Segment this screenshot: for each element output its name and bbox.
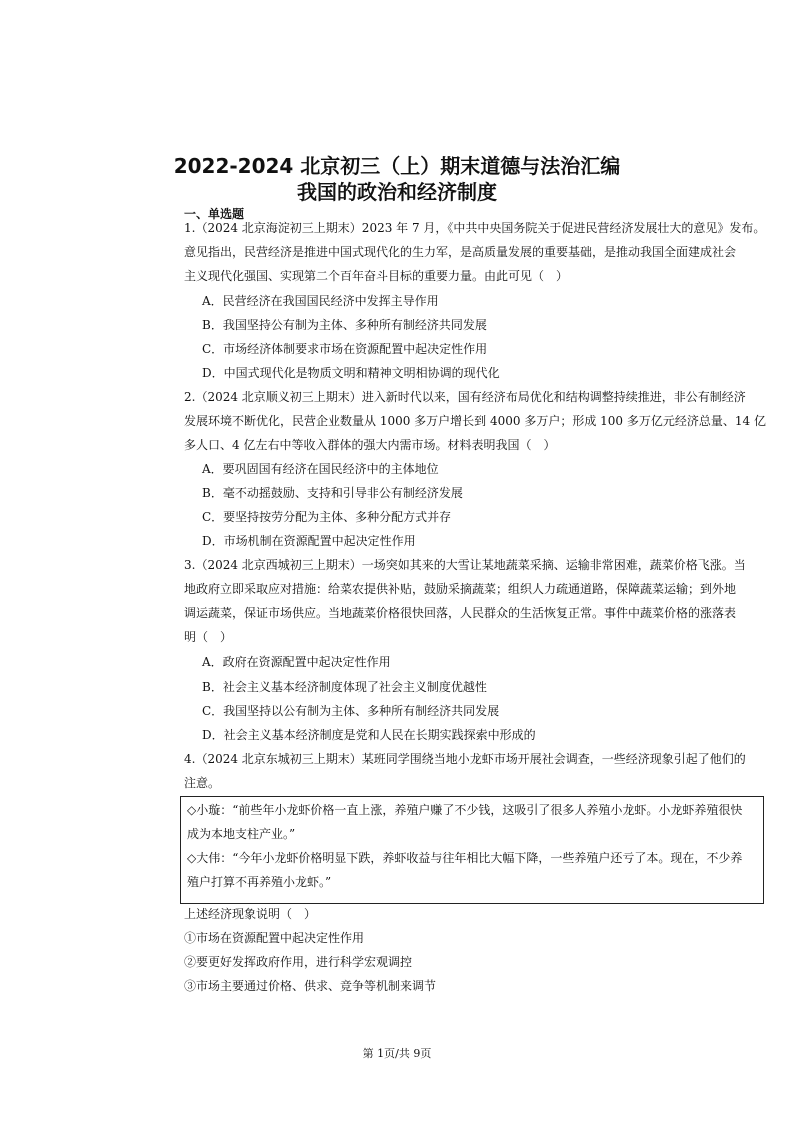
q2-stem-line: 2.（2024 北京顺义初三上期末）进入新时代以来，国有经济布局优化和结构调整持续推进，非公有制经济 — [184, 390, 746, 404]
q4-question-line: 上述经济现象说明（ ） — [184, 907, 317, 921]
q3-stem-line: 明（ ） — [184, 630, 233, 644]
q3-stem-line: 3.（2024 北京西城初三上期末）一场突如其来的大雪让某地蔬菜采摘、运输非常困难，蔬菜价格飞涨。当 — [184, 558, 746, 572]
document-title: 2022-2024 北京初三（上）期末道德与法治汇编 — [173, 154, 621, 178]
q4-stem-line: 注意。 — [184, 776, 221, 790]
q1-stem-line: 1.（2024 北京海淀初三上期末）2023 年 7 月，《中共中央国务院关于促进民营经济发展壮大的意见》发布。 — [184, 221, 766, 235]
q4-material-box — [180, 796, 764, 904]
q4-material-line: ◇小璇：“前些年小龙虾价格一直上涨，养殖户赚了不少钱，这吸引了很多人养殖小龙虾。小龙虾养殖很快 — [187, 803, 743, 817]
q2-stem-line: 多人口、4 亿左右中等收入群体的强大内需市场。材料表明我国（ ） — [184, 438, 556, 452]
q1-option-a: A．民营经济在我国国民经济中发挥主导作用 — [202, 294, 439, 308]
q1-option-b: B．我国坚持公有制为主体、多种所有制经济共同发展 — [202, 318, 487, 332]
q4-statement-1: ①市场在资源配置中起决定性作用 — [184, 931, 365, 945]
q3-stem-line: 调运蔬菜，保证市场供应。当地蔬菜价格很快回落，人民群众的生活恢复正常。事件中蔬菜价格的涨落表 — [184, 606, 737, 620]
q1-option-c: C．市场经济体制要求市场在资源配置中起决定性作用 — [202, 342, 488, 356]
q3-option-c: C．我国坚持以公有制为主体、多种所有制经济共同发展 — [202, 704, 500, 718]
q1-stem-line: 意见指出，民营经济是推进中国式现代化的生力军，是高质量发展的重要基础，是推动我国全面建成社会 — [184, 245, 737, 259]
q4-material-line: 成为本地支柱产业。” — [187, 827, 296, 841]
q1-option-d: D．中国式现代化是物质文明和精神文明相协调的现代化 — [202, 366, 500, 380]
q4-stem-line: 4.（2024 北京东城初三上期末）某班同学围绕当地小龙虾市场开展社会调查，一些经济现象引起了他们的 — [184, 752, 746, 766]
q3-option-d: D．社会主义基本经济制度是党和人民在长期实践探索中形成的 — [202, 728, 536, 742]
q2-option-b: B．毫不动摇鼓励、支持和引导非公有制经济发展 — [202, 486, 463, 500]
q2-option-a: A．要巩固国有经济在国民经济中的主体地位 — [202, 462, 439, 476]
q3-option-b: B．社会主义基本经济制度体现了社会主义制度优越性 — [202, 680, 487, 694]
q4-material-line: 殖户打算不再养殖小龙虾。” — [187, 875, 332, 889]
document-subtitle: 我国的政治和经济制度 — [297, 180, 497, 204]
q2-stem-line: 发展环境不断优化，民营企业数量从 1000 多万户增长到 4000 多万户；形成 100 多万亿元经济总量、14 亿 — [184, 414, 766, 428]
q1-stem-line: 主义现代化强国、实现第二个百年奋斗目标的重要力量。由此可见（ ） — [184, 269, 569, 283]
section-heading: 一、单选题 — [184, 207, 245, 221]
q2-option-c: C．要坚持按劳分配为主体、多种分配方式并存 — [202, 510, 452, 524]
q3-option-a: A．政府在资源配置中起决定性作用 — [202, 655, 391, 669]
q4-statement-2: ②要更好发挥政府作用，进行科学宏观调控 — [184, 955, 413, 969]
q2-option-d: D．市场机制在资源配置中起决定性作用 — [202, 534, 416, 548]
q4-material-line: ◇大伟：“今年小龙虾价格明显下跌，养虾收益与往年相比大幅下降，一些养殖户还亏了本。现在，不少养 — [187, 851, 743, 865]
q4-statement-3: ③市场主要通过价格、供求、竞争等机制来调节 — [184, 979, 437, 993]
q3-stem-line: 地政府立即采取应对措施：给菜农提供补贴，鼓励采摘蔬菜；组织人力疏通道路，保障蔬菜运输；到外地 — [184, 582, 737, 596]
page-footer: 第 1页/共 9页 — [362, 1047, 432, 1060]
